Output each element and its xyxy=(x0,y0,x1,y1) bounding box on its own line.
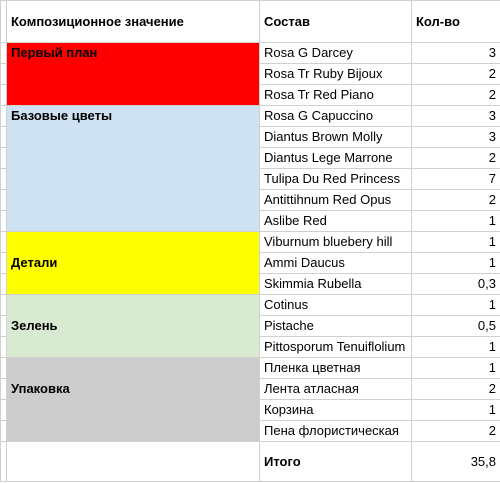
item-name-cell[interactable]: Skimmia Rubella xyxy=(260,274,412,295)
item-name-cell[interactable]: Viburnum bluebery hill xyxy=(260,232,412,253)
item-qty-cell[interactable]: 3 xyxy=(412,106,500,127)
item-name-cell[interactable]: Diantus Brown Molly xyxy=(260,127,412,148)
table-row xyxy=(1,358,500,379)
item-name-cell[interactable]: Cotinus xyxy=(260,295,412,316)
item-name-cell[interactable]: Лента атласная xyxy=(260,379,412,400)
item-name-cell[interactable]: Rosa Tr Red Piano xyxy=(260,85,412,106)
group-label: Первый план xyxy=(11,45,98,60)
item-name-cell[interactable]: Diantus Lege Marrone xyxy=(260,148,412,169)
item-qty-cell[interactable]: 1 xyxy=(412,337,500,358)
item-name-cell[interactable]: Пленка цветная xyxy=(260,358,412,379)
header-cell-composition[interactable]: Композиционное значение xyxy=(7,1,260,43)
empty-cell[interactable] xyxy=(7,442,260,482)
item-qty-cell[interactable]: 0,5 xyxy=(412,316,500,337)
row-gutter-cell[interactable] xyxy=(1,274,7,295)
item-qty-cell[interactable]: 7 xyxy=(412,169,500,190)
group-cell-greenery[interactable] xyxy=(7,295,260,358)
item-qty-cell[interactable]: 1 xyxy=(412,295,500,316)
item-qty-cell[interactable]: 3 xyxy=(412,127,500,148)
row-gutter-cell[interactable] xyxy=(1,400,7,421)
header-row xyxy=(1,1,500,43)
group-label: Упаковка xyxy=(11,381,70,396)
table-row xyxy=(1,43,500,64)
item-name-cell[interactable]: Tulipa Du Red Princess xyxy=(260,169,412,190)
row-gutter-cell[interactable] xyxy=(1,211,7,232)
item-qty-cell[interactable]: 1 xyxy=(412,253,500,274)
item-qty-cell[interactable]: 2 xyxy=(412,64,500,85)
item-name-cell[interactable]: Antittihnum Red Opus xyxy=(260,190,412,211)
item-name-cell[interactable]: Aslibe Red xyxy=(260,211,412,232)
item-name-cell[interactable]: Ammi Daucus xyxy=(260,253,412,274)
item-qty-cell[interactable]: 3 xyxy=(412,43,500,64)
table-row xyxy=(1,295,500,316)
group-label: Базовые цветы xyxy=(11,108,113,123)
table-row xyxy=(1,106,500,127)
row-gutter-cell[interactable] xyxy=(1,169,7,190)
row-gutter-cell[interactable] xyxy=(1,190,7,211)
item-qty-cell[interactable]: 1 xyxy=(412,358,500,379)
total-value[interactable]: 35,8 xyxy=(412,442,500,482)
item-qty-cell[interactable]: 1 xyxy=(412,211,500,232)
group-cell-foreground[interactable] xyxy=(7,43,260,106)
item-qty-cell[interactable]: 1 xyxy=(412,232,500,253)
row-gutter-cell[interactable] xyxy=(1,316,7,337)
item-qty-cell[interactable]: 0,3 xyxy=(412,274,500,295)
item-name-cell[interactable]: Пена флористическая xyxy=(260,421,412,442)
item-qty-cell[interactable]: 2 xyxy=(412,148,500,169)
item-name-cell[interactable]: Pistache xyxy=(260,316,412,337)
total-row xyxy=(1,442,500,482)
item-name-cell[interactable]: Pittosporum Tenuiflolium xyxy=(260,337,412,358)
item-name-cell[interactable]: Rosa G Darcey xyxy=(260,43,412,64)
item-qty-cell[interactable]: 1 xyxy=(412,400,500,421)
header-cell-quantity[interactable]: Кол-во xyxy=(412,1,500,43)
row-gutter-cell[interactable] xyxy=(1,379,7,400)
row-gutter-cell[interactable] xyxy=(1,64,7,85)
row-gutter-cell[interactable] xyxy=(1,421,7,442)
row-gutter-cell[interactable] xyxy=(1,85,7,106)
row-gutter-cell[interactable] xyxy=(1,337,7,358)
item-name-cell[interactable]: Rosa G Capuccino xyxy=(260,106,412,127)
header-cell-contents[interactable]: Состав xyxy=(260,1,412,43)
total-label[interactable]: Итого xyxy=(260,442,412,482)
item-qty-cell[interactable]: 2 xyxy=(412,421,500,442)
item-qty-cell[interactable]: 2 xyxy=(412,190,500,211)
row-gutter-cell[interactable] xyxy=(1,127,7,148)
item-qty-cell[interactable]: 2 xyxy=(412,379,500,400)
item-name-cell[interactable]: Rosa Tr Ruby Bijoux xyxy=(260,64,412,85)
group-cell-base-flowers[interactable] xyxy=(7,106,260,232)
group-label: Детали xyxy=(11,255,58,270)
row-gutter-cell[interactable] xyxy=(1,253,7,274)
group-cell-details[interactable] xyxy=(7,232,260,295)
group-cell-packaging[interactable] xyxy=(7,358,260,442)
table-row xyxy=(1,232,500,253)
group-label: Зелень xyxy=(11,318,58,333)
item-qty-cell[interactable]: 2 xyxy=(412,85,500,106)
row-gutter-cell[interactable] xyxy=(1,148,7,169)
item-name-cell[interactable]: Корзина xyxy=(260,400,412,421)
